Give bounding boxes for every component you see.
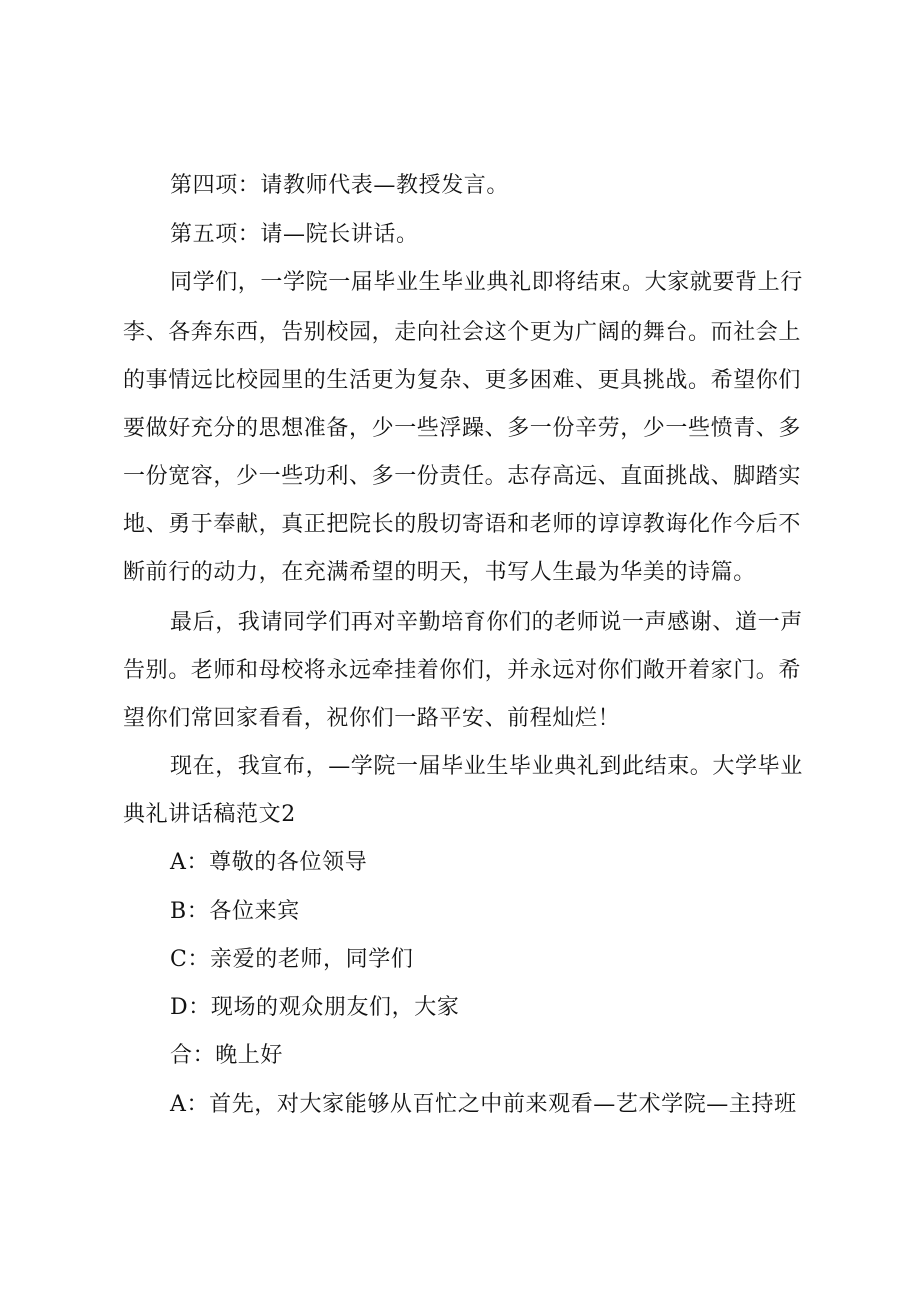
paragraph-line: 现在，我宣布，—学院一届毕业生毕业典礼到此结束。大学毕业 (170, 754, 803, 779)
script-line: A：尊敬的各位领导 (170, 850, 368, 875)
script-line: C：亲爱的老师，同学们 (170, 947, 414, 972)
paragraph-line: 的事情远比校园里的生活更为复杂、更多困难、更具挑战。希望你们 (123, 368, 802, 393)
paragraph-line: 望你们常回家看看，祝你们一路平安、前程灿烂！ (123, 706, 621, 731)
paragraph-line: 李、各奔东西，告别校园，走向社会这个更为广阔的舞台。而社会上 (123, 320, 802, 345)
script-line: B：各位来宾 (170, 899, 300, 924)
paragraph-line: 一份宽容，少一些功利、多一份责任。志存高远、直面挑战、脚踏实 (123, 464, 802, 489)
paragraph-line: 告别。老师和母校将永远牵挂着你们，并永远对你们敞开着家门。希 (123, 658, 802, 683)
agenda-item-4: 第四项：请教师代表—教授发言。 (170, 173, 510, 198)
paragraph-line: 同学们，一学院一届毕业生毕业典礼即将结束。大家就要背上行 (170, 270, 803, 295)
paragraph-line: 典礼讲话稿范文2 (123, 802, 296, 827)
paragraph-line: 地、勇于奉献，真正把院长的殷切寄语和老师的谆谆教诲化作今后不 (123, 512, 802, 537)
paragraph-line: 最后，我请同学们再对辛勤培育你们的老师说一声感谢、道一声 (170, 610, 803, 635)
agenda-item-5: 第五项：请—院长讲话。 (170, 222, 419, 247)
paragraph-line: 断前行的动力，在充满希望的明天，书写人生最为华美的诗篇。 (123, 560, 756, 585)
script-line: A：首先，对大家能够从百忙之中前来观看—艺术学院—主持班 (170, 1092, 797, 1117)
paragraph-line: 要做好充分的思想准备，少一些浮躁、多一份辛劳，少一些愤青、多 (123, 416, 802, 441)
script-line: D：现场的观众朋友们，大家 (170, 995, 460, 1020)
script-line: 合：晚上好 (170, 1043, 284, 1068)
